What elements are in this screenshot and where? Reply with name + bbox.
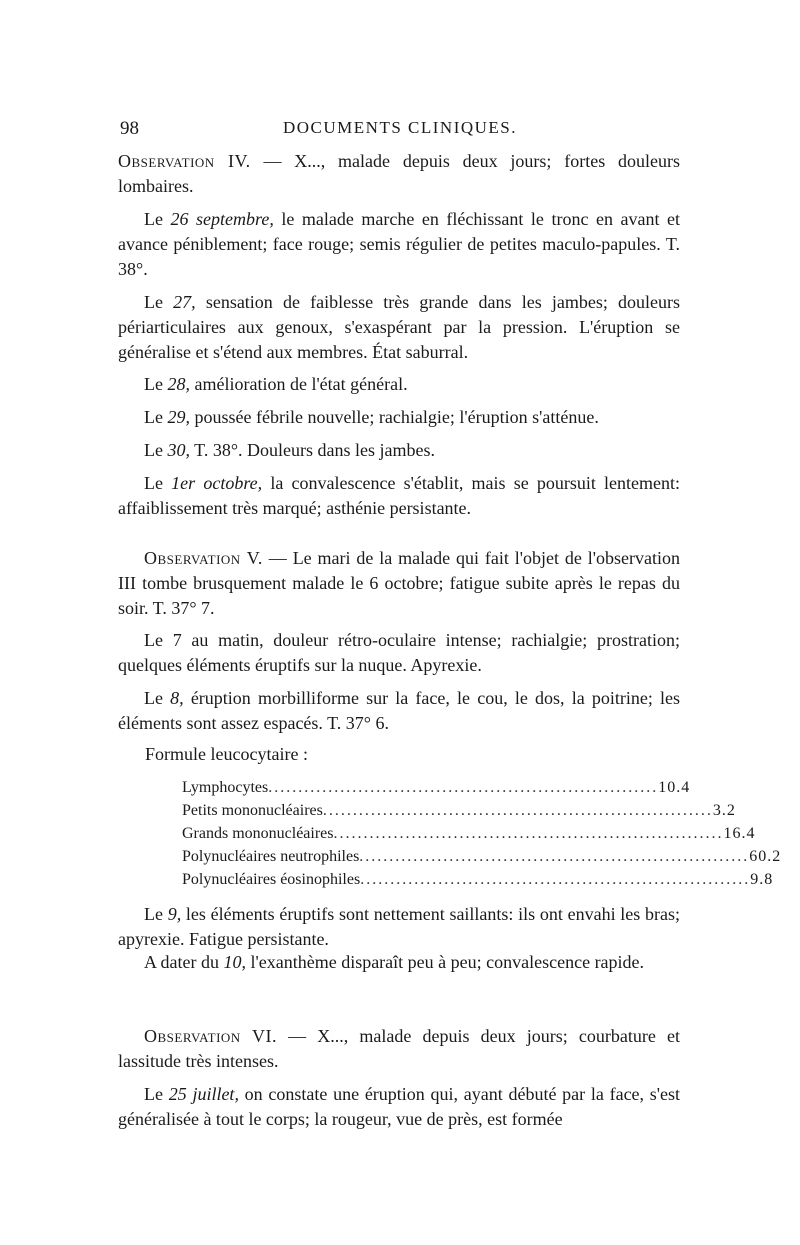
leader-dots: ................................................................. bbox=[359, 848, 750, 865]
table-row bbox=[182, 868, 774, 891]
cell-value: 60.2 bbox=[749, 848, 782, 865]
obs5-paragraph: Le 8, éruption morbilliforme sur la face, le cou, le dos, la poitrine; les éléments sont assez espacés. T. 37° 6. bbox=[118, 688, 680, 733]
obs6-heading: Observation VI. bbox=[144, 1026, 277, 1046]
obs5-paragraph: A dater du 10, l'exanthème disparaît peu à peu; convalescence rapide. bbox=[144, 952, 645, 972]
running-title: DOCUMENTS CLINIQUES. bbox=[283, 118, 517, 137]
cell-value: 9.8 bbox=[750, 871, 774, 888]
obs4-intro: Observation IV. — X..., malade depuis deux jours; fortes douleurs lombaires. bbox=[118, 151, 680, 196]
table-row bbox=[182, 776, 691, 799]
obs4-paragraph: Le 30, T. 38°. Douleurs dans les jambes. bbox=[144, 440, 435, 460]
obs4-paragraph: Le 1er octobre, la convalescence s'établit, mais se poursuit lentement: affaiblissement très marqué; asthénie persistante. bbox=[118, 473, 681, 518]
cell-label: Grands mononucléaires bbox=[182, 825, 334, 842]
leader-dots: ................................................................. bbox=[322, 802, 713, 819]
obs5-intro: Observation V. — Le mari de la malade qui fait l'objet de l'observation III tombe brusquement malade le 6 octobre; fatigue subite après le repas du soir. T. 37° 7. bbox=[118, 548, 681, 618]
obs6-intro: Observation VI. — X..., malade depuis deux jours; courbature et lassitude très intenses. bbox=[118, 1026, 680, 1071]
cell-value: 3.2 bbox=[712, 802, 736, 819]
obs6-paragraph: Le 25 juillet, on constate une éruption qui, ayant débuté par la face, s'est généralisée à tout le corps; la rougeur, vue de près, est formée bbox=[118, 1084, 681, 1129]
cell-value: 10.4 bbox=[658, 779, 691, 796]
table-row bbox=[182, 822, 756, 845]
cell-label: Petits mononucléaires bbox=[182, 802, 323, 819]
obs4-paragraph: Le 26 septembre, le malade marche en fléchissant le tronc en avant et avance péniblement; face rouge; semis régulier de petites maculo-papules. T. 38°. bbox=[118, 209, 680, 279]
cell-label: Polynucléaires neutrophiles bbox=[182, 848, 360, 865]
page-number: 98 bbox=[120, 118, 139, 139]
page-header bbox=[120, 118, 680, 142]
cell-label: Lymphocytes bbox=[182, 779, 269, 796]
formule-heading: Formule leucocytaire : bbox=[145, 744, 308, 764]
table-row bbox=[182, 799, 736, 822]
leader-dots: ................................................................. bbox=[268, 779, 659, 796]
table-row bbox=[182, 845, 782, 868]
obs5-paragraph: Le 9, les éléments éruptifs sont nettement saillants: ils ont envahi les bras; apyrexie. Fatigue persistante. bbox=[118, 904, 680, 949]
obs4-paragraph: Le 29, poussée fébrile nouvelle; rachialgie; l'éruption s'atténue. bbox=[144, 407, 599, 427]
cell-label: Polynucléaires éosinophiles bbox=[182, 871, 361, 888]
cell-value: 16.4 bbox=[723, 825, 756, 842]
obs4-paragraph: Le 28, amélioration de l'état général. bbox=[144, 374, 408, 394]
obs5-heading: Observation V. bbox=[144, 548, 263, 568]
obs5-paragraph: Le 7 au matin, douleur rétro-oculaire intense; rachialgie; prostration; quelques éléments éruptifs sur la nuque. Apyrexie. bbox=[118, 630, 680, 675]
obs4-heading: Observation IV. bbox=[118, 151, 251, 171]
leader-dots: ................................................................. bbox=[333, 825, 724, 842]
leader-dots: ................................................................. bbox=[360, 871, 751, 888]
leucocyte-table bbox=[182, 776, 782, 891]
obs4-paragraph: Le 27, sensation de faiblesse très grande dans les jambes; douleurs périarticulaires aux genoux, s'exaspérant par la pression. L'éruption se généralise et s'étend aux membres. État saburral. bbox=[118, 292, 680, 362]
